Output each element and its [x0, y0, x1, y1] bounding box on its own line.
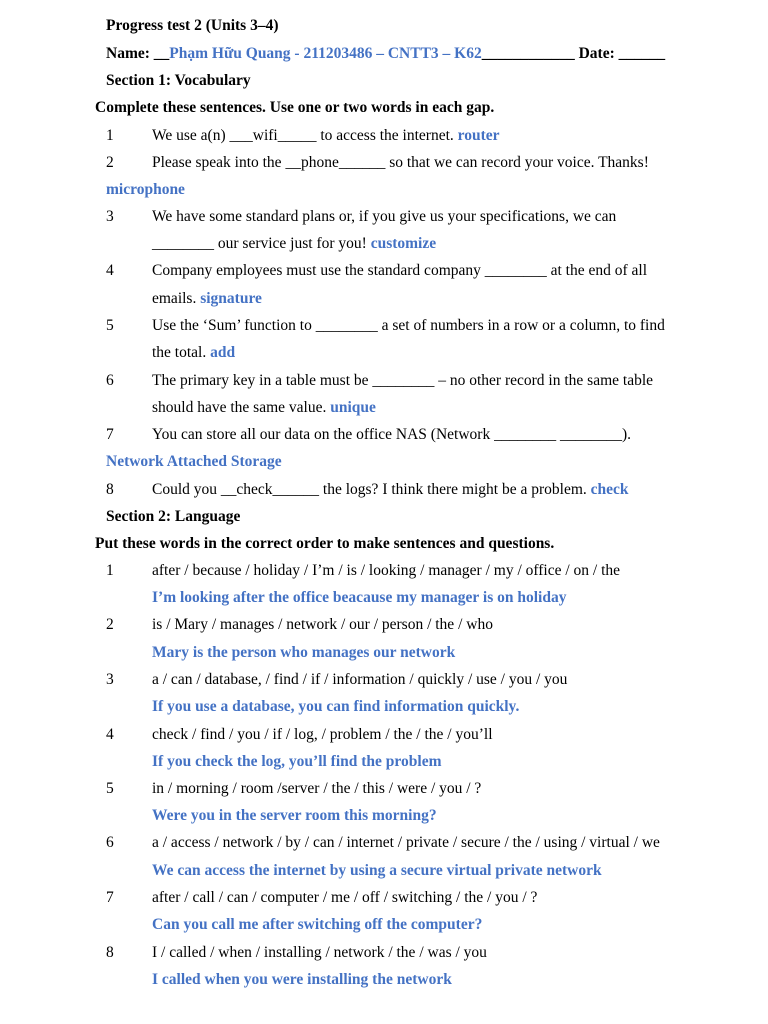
- s2-item-number: 6: [106, 834, 114, 851]
- s2-item-prompt: check / find / you / if / log, / problem / the / the / you’ll: [152, 726, 493, 743]
- s2-item-prompt: a / access / network / by / can / internet / private / secure / the / using / virtual / we: [152, 834, 660, 851]
- s1-item-number: 5: [106, 317, 114, 334]
- s2-item-answer: I called when you were installing the network: [152, 971, 452, 988]
- s2-item-number: 1: [106, 562, 114, 579]
- s1-item-text: The primary key in a table must be ________ – no other record in the same table: [152, 372, 654, 389]
- section1-instruction: Complete these sentences. Use one or two words in each gap.: [95, 99, 495, 116]
- s2-item-prompt: after / call / can / computer / me / off / switching / the / you / ?: [152, 889, 538, 906]
- s1-item-answer: unique: [330, 399, 376, 416]
- s1-item-answer: microphone: [106, 181, 185, 198]
- s1-item-text: Use the ‘Sum’ function to ________ a set of numbers in a row or a column, to find: [152, 317, 665, 334]
- s2-item-number: 7: [106, 889, 114, 906]
- s1-item-text: ________ our service just for you!: [152, 235, 367, 252]
- s2-item-answer: I’m looking after the office beacause my manager is on holiday: [152, 589, 567, 606]
- s1-item-text: emails.: [152, 290, 197, 307]
- name-label: Name: __: [106, 45, 170, 62]
- s2-item-prompt: a / can / database, / find / if / information / quickly / use / you / you: [152, 671, 568, 688]
- s2-item-answer: Were you in the server room this morning?: [152, 807, 437, 824]
- s1-item-number: 8: [106, 481, 114, 498]
- name-line: [106, 44, 665, 64]
- s1-item-text: the total.: [152, 344, 207, 361]
- s2-item-answer: If you check the log, you’ll find the problem: [152, 753, 442, 770]
- s1-item-answer: add: [210, 344, 236, 361]
- s1-item-question: [152, 343, 235, 363]
- s1-item-answer: Network Attached Storage: [106, 453, 282, 470]
- student-name: Phạm Hữu Quang - 211203486 – CNTT3 – K62: [169, 45, 482, 62]
- s2-item-answer: Can you call me after switching off the computer?: [152, 916, 483, 933]
- s1-item-text: You can store all our data on the office NAS (Network ________ ________).: [152, 426, 631, 443]
- s1-item-answer: check: [590, 481, 629, 498]
- s1-item-text: Please speak into the __phone______ so that we can record your voice. Thanks!: [152, 154, 649, 171]
- s2-item-number: 3: [106, 671, 114, 688]
- s1-item-question: [152, 126, 500, 146]
- s1-item-text: Company employees must use the standard company ________ at the end of all: [152, 262, 648, 279]
- s2-item-prompt: I / called / when / installing / network / the / was / you: [152, 944, 487, 961]
- s1-item-number: 6: [106, 372, 114, 389]
- s2-item-answer: We can access the internet by using a secure virtual private network: [152, 862, 602, 879]
- s2-item-number: 2: [106, 616, 114, 633]
- s1-item-question: [152, 398, 376, 418]
- section1-heading: Section 1: Vocabulary: [106, 72, 251, 89]
- section2-instruction: Put these words in the correct order to make sentences and questions.: [95, 535, 555, 552]
- s2-item-number: 5: [106, 780, 114, 797]
- s1-item-number: 7: [106, 426, 114, 443]
- s1-item-text: We use a(n) ___wifi_____ to access the internet.: [152, 127, 454, 144]
- s2-item-prompt: is / Mary / manages / network / our / person / the / who: [152, 616, 493, 633]
- s1-item-text: We have some standard plans or, if you give us your specifications, we can: [152, 208, 617, 225]
- s2-item-number: 4: [106, 726, 114, 743]
- s2-item-prompt: after / because / holiday / I’m / is / looking / manager / my / office / on / the: [152, 562, 621, 579]
- s2-item-answer: If you use a database, you can find information quickly.: [152, 698, 520, 715]
- s1-item-answer: router: [457, 127, 500, 144]
- name-date-tail: ____________ Date: ______: [481, 45, 666, 62]
- section2-heading: Section 2: Language: [106, 508, 241, 525]
- s1-item-question: [152, 289, 262, 309]
- s2-item-number: 8: [106, 944, 114, 961]
- s1-item-text: Could you __check______ the logs? I think there might be a problem.: [152, 481, 587, 498]
- s1-item-answer: customize: [370, 235, 437, 252]
- s1-item-question: [152, 480, 629, 500]
- test-title: Progress test 2 (Units 3–4): [106, 17, 279, 34]
- s1-item-number: 4: [106, 262, 114, 279]
- s1-item-answer: signature: [200, 290, 262, 307]
- s2-item-prompt: in / morning / room /server / the / this / were / you / ?: [152, 780, 482, 797]
- s1-item-number: 2: [106, 154, 114, 171]
- s2-item-answer: Mary is the person who manages our network: [152, 644, 456, 661]
- s1-item-question: [152, 234, 436, 254]
- s1-item-number: 3: [106, 208, 114, 225]
- s1-item-number: 1: [106, 127, 114, 144]
- s1-item-text: should have the same value.: [152, 399, 327, 416]
